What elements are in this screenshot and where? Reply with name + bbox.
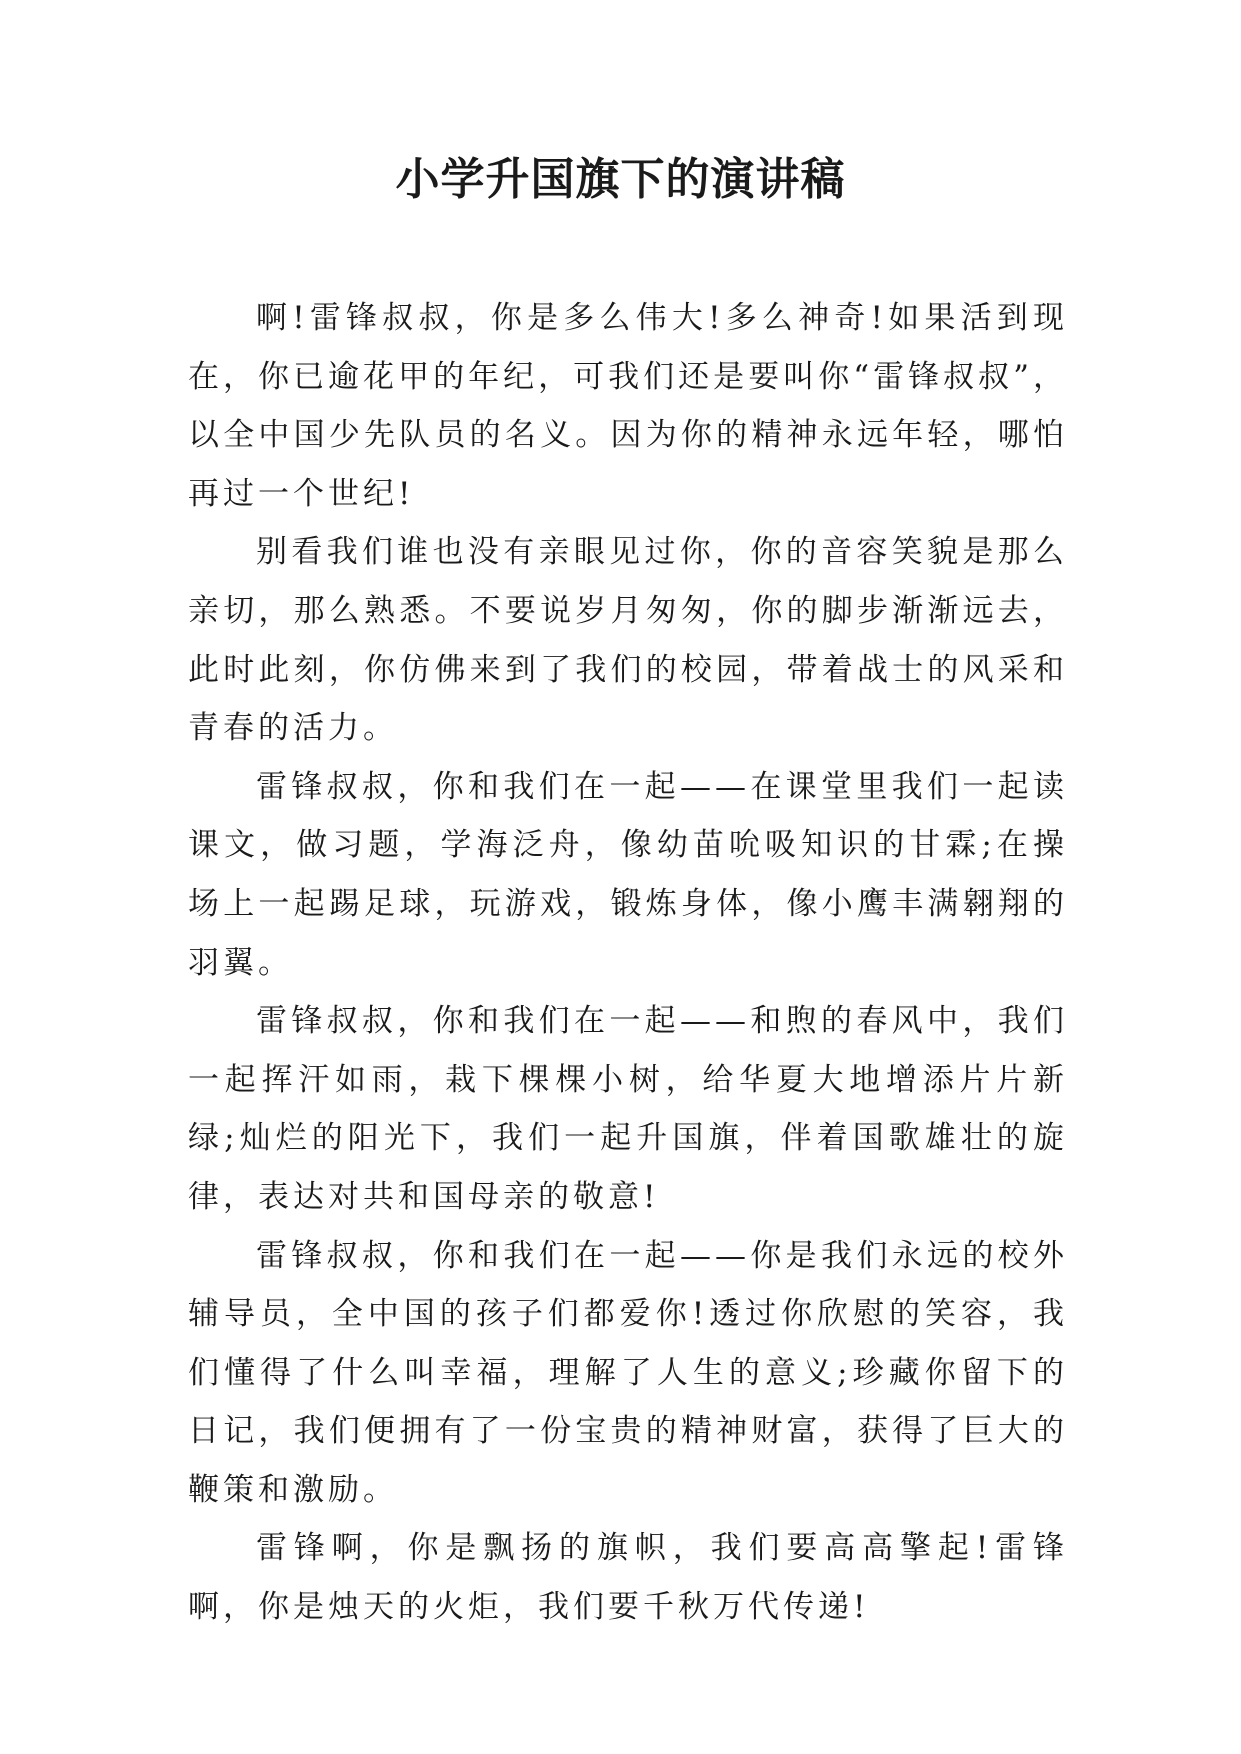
document-body	[188, 289, 1068, 1637]
paragraph-2: 别看我们谁也没有亲眼见过你，你的音容笑貌是那么亲切，那么熟悉。不要说岁月匆匆，你的脚步渐渐远去，此时此刻，你仿佛来到了我们的校园，带着战士的风采和青春的活力。	[188, 534, 1068, 747]
paragraph-5: 雷锋叔叔，你和我们在一起——你是我们永远的校外辅导员，全中国的孩子们都爱你!透过你欣慰的笑容，我们懂得了什么叫幸福，理解了人生的意义;珍藏你留下的日记，我们便拥有了一份宝贵的精神财富，获得了巨大的鞭策和激励。	[188, 1237, 1068, 1508]
paragraph-4: 雷锋叔叔，你和我们在一起——和煦的春风中，我们一起挥汗如雨，栽下棵棵小树，给华夏大地增添片片新绿;灿烂的阳光下，我们一起升国旗，伴着国歌雄壮的旋律，表达对共和国母亲的敬意!	[188, 1003, 1068, 1215]
document-title: 小学升国旗下的演讲稿	[395, 154, 846, 205]
paragraph-3: 雷锋叔叔，你和我们在一起——在课堂里我们一起读课文，做习题，学海泛舟，像幼苗吮吸知识的甘霖;在操场上一起踢足球，玩游戏，锻炼身体，像小鹰丰满翱翔的羽翼。	[188, 768, 1068, 981]
paragraph-6: 雷锋啊，你是飘扬的旗帜，我们要高高擎起!雷锋啊，你是烛天的火炬，我们要千秋万代传递!	[188, 1530, 1068, 1626]
paragraph-1: 啊!雷锋叔叔，你是多么伟大!多么神奇!如果活到现在，你已逾花甲的年纪，可我们还是要叫你“雷锋叔叔”，以全中国少先队员的名义。因为你的精神永远年轻，哪怕再过一个世纪!	[188, 300, 1068, 512]
